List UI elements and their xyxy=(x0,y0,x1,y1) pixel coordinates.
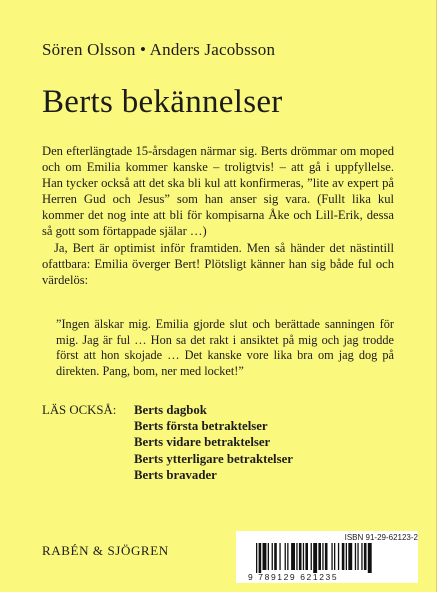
also-read-list xyxy=(134,402,293,483)
barcode-bar xyxy=(361,543,362,570)
barcode-bar xyxy=(325,543,328,570)
barcode-bar xyxy=(272,543,273,570)
barcode-bar xyxy=(318,543,321,570)
barcode-bar xyxy=(348,543,352,570)
barcode-icon xyxy=(256,543,418,573)
barcode-bar xyxy=(355,543,356,570)
barcode-bar xyxy=(299,543,302,570)
also-read-book: Berts bravader xyxy=(134,467,217,482)
barcode-bar xyxy=(342,543,345,570)
also-read-label: LÄS OCKSÅ: xyxy=(42,403,117,417)
book-title: Berts bekännelser xyxy=(42,84,283,120)
authors-line: Sören Olsson • Anders Jacobsson xyxy=(42,40,276,59)
barcode-bar xyxy=(322,543,323,570)
barcode-digits: 9 789129 621235 xyxy=(248,572,339,582)
blurb xyxy=(42,143,394,288)
barcode-bar xyxy=(274,543,277,570)
also-read-book: Berts första betraktelser xyxy=(134,419,268,434)
barcode-bar xyxy=(357,543,358,570)
barcode-bar xyxy=(287,543,288,570)
also-read-book: Berts dagbok xyxy=(134,403,207,417)
barcode-bar xyxy=(346,543,347,570)
barcode-bar xyxy=(364,543,367,570)
barcode-bar xyxy=(291,543,295,570)
barcode-bar xyxy=(311,543,312,570)
barcode-bar xyxy=(285,543,286,570)
barcode-bar xyxy=(259,543,262,573)
barcode-bar xyxy=(334,543,335,570)
barcode-bar xyxy=(256,543,257,573)
barcode-bar xyxy=(296,543,297,570)
barcode-bar xyxy=(268,543,269,570)
also-read-book: Berts ytterligare betraktelser xyxy=(134,451,293,466)
barcode-bar xyxy=(303,543,304,570)
blurb-paragraph: Den efterlängtade 15-årsdagen närmar sig. Berts drömmar om moped och om Emilia kommer kanske – troligtvis! – att gå i uppfyllelse. Han tycker också att det ska bli kul att konfirmeras, ”lite av expert på Herren Gud och Jesus” som han anser sig vara. (Fullt lika kul kommer det nog inte att bli för kompisarna Åke och Lill-Erik, dessa så gott som förtappade själar …) xyxy=(42,144,394,239)
barcode-bar xyxy=(279,543,280,570)
isbn-number: ISBN 91-29-62123-2 xyxy=(344,533,418,542)
also-read-book: Berts vidare betraktelser xyxy=(134,435,271,450)
blurb-paragraph: Ja, Bert är optimist inför framtiden. Men så händer det nästintill ofattbara: Emilia överger Bert! Plötsligt känner han sig både ful och värdelös: xyxy=(42,240,394,287)
barcode-bar xyxy=(305,543,308,570)
blurb-quote: ”Ingen älskar mig. Emilia gjorde slut och berättade sanningen för mig. Jag är ful … Hon sa det rakt i ansiktet på mig och jag trodde först att hon skojade … Det kanske vore lika bra om jag dog på direkten. Pang, bom, ner med locket!” xyxy=(56,317,394,378)
barcode-bar xyxy=(313,543,317,573)
barcode-bar xyxy=(331,543,332,570)
barcode-bar xyxy=(263,543,267,570)
barcode-bar xyxy=(338,543,339,570)
barcode-bar xyxy=(368,543,372,573)
publisher-name: RABÉN & SJÖGREN xyxy=(42,543,169,558)
